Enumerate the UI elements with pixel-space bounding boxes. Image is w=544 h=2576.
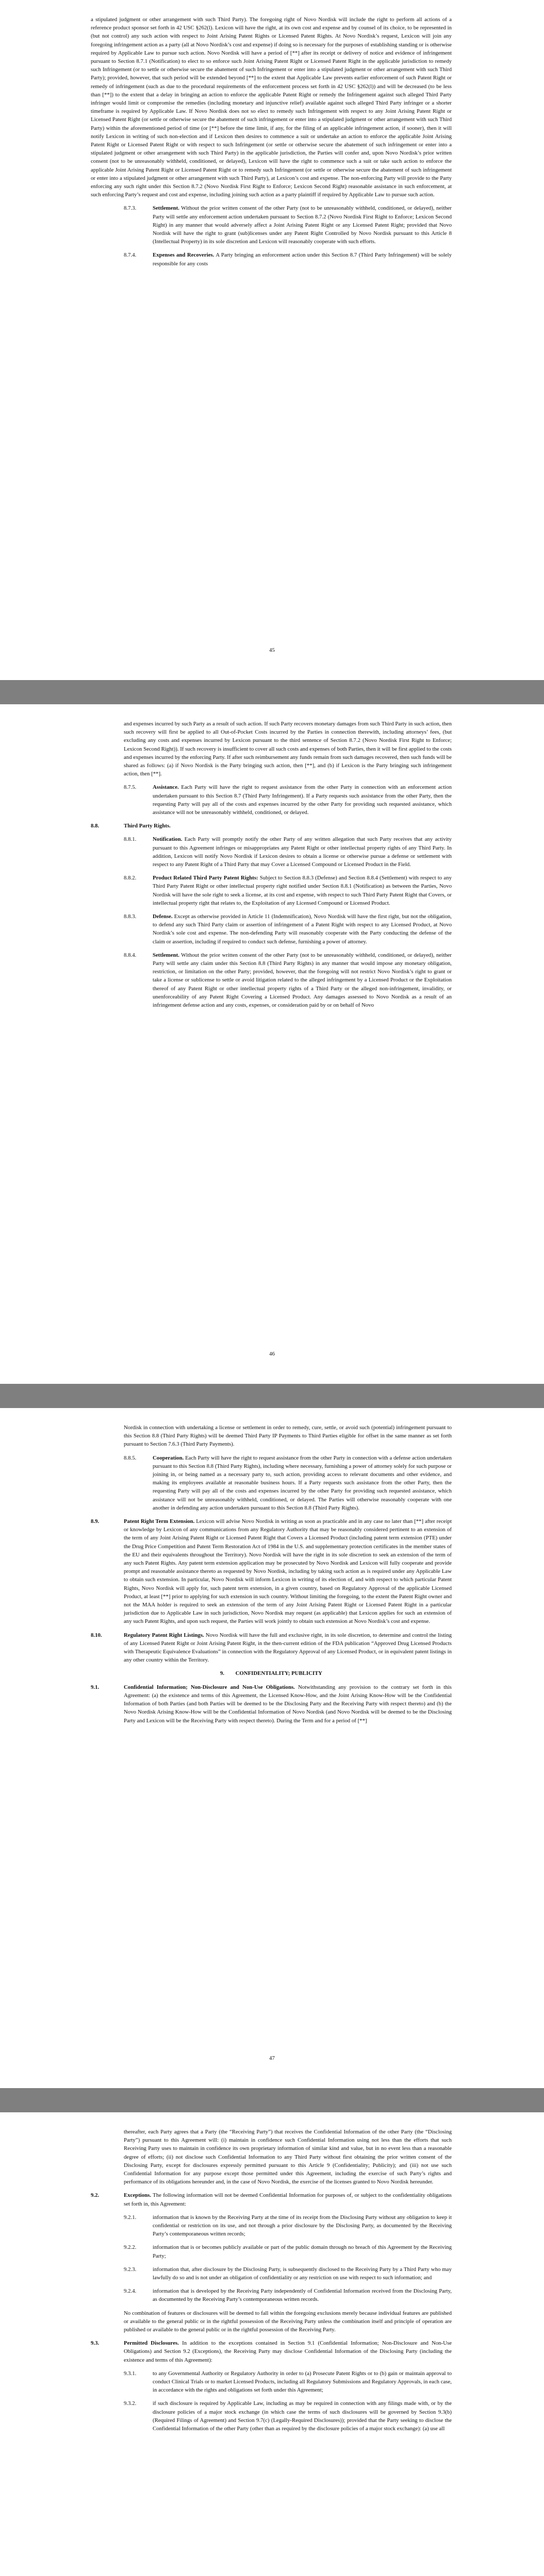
clause-number: 8.10.: [91, 1632, 102, 1638]
clause-title: Expenses and Recoveries.: [153, 252, 215, 259]
clause: [124, 2369, 452, 2395]
clause: [91, 1683, 452, 1725]
clause: [91, 1631, 452, 1665]
page-number: 46: [269, 1351, 275, 1357]
clause-title: Product Related Third Party Patent Rights:: [153, 875, 258, 882]
clause-number: 9.3.: [91, 2340, 100, 2347]
clause: [124, 2399, 452, 2433]
clause-number: 8.8.5.: [124, 1454, 137, 1461]
clause-body: [153, 835, 452, 869]
clause-title: Regulatory Patent Right Listings.: [124, 1632, 204, 1638]
clause: [124, 783, 452, 817]
page-content: [91, 1423, 452, 1730]
paragraph: No combination of features or disclosures will be deemed to fall within the foregoing exclusions merely because individual features are published or available to the general public or in the rightful possession of the Receiving Party unless the combination itself and principle of operation are published or available to the general public or in the rightful possession of the Receiving Party.: [124, 2310, 452, 2333]
clause-text: information that, after disclosure by the Disclosing Party, is subsequently disclosed to the Receiving Party by a Third Party who may lawfully do so and is not under an obligation of confidentiality or any restriction on use with respect to such information; and: [153, 2266, 452, 2281]
clause: [124, 251, 452, 267]
clause-body: [153, 251, 452, 267]
clause: [124, 204, 452, 246]
clause-number: 9.3.1.: [124, 2370, 137, 2377]
clause-title: Defense.: [153, 913, 173, 920]
page-content: [91, 15, 452, 273]
clause-body: [153, 2399, 452, 2433]
clause-text: A Party bringing an enforcement action under this Section 8.7 (Third Party Infringement) will be solely responsible for any costs: [153, 252, 452, 267]
clause-body: [153, 951, 452, 1009]
document-page-4: [0, 2112, 544, 2576]
clause: [91, 1517, 452, 1626]
clause-body: [153, 1454, 452, 1512]
clause-body: [153, 204, 452, 246]
clause-number: 8.8.2.: [124, 875, 137, 882]
clause-text: information that is or becomes publicly available or part of the public domain through no breach of this Agreement by the Receiving Party;: [153, 2244, 452, 2259]
clause-title: Third Party Rights.: [124, 823, 171, 829]
clause-number: 9.2.3.: [124, 2266, 137, 2273]
page-number: 45: [269, 647, 275, 653]
clause-title: Assistance.: [153, 784, 179, 791]
paragraph: and expenses incurred by such Party as a result of such action. If such Party recovers monetary damages from such Third Party in such action, then such recovery will first be applied to all Out-of-Pocket Costs incurred by the Parties in connection therewith, including attorneys’ fees, (but excluding any costs and expenses incurred by Lexicon pursuant to the third sentence of Section 8.7.2 (Novo Nordisk First Right to Enforce; Lexicon Second Right)). If such recovery is insufficient to cover all such costs and expenses of both Parties, then it will be first applied to the costs and expenses incurred by the enforcing Party. If after such reimbursement any funds remain from such damages recovered, then such funds will be shared as follows: (a) if Novo Nordisk is the Party bringing such action, then [**], and (b) if Lexicon is the Party bringing such infringement action, then [**].: [124, 721, 452, 777]
clause-body: [153, 2243, 452, 2260]
clause-text: information that is developed by the Receiving Party independently of Confidential Information received from the Disclosing Party, as documented by the Receiving Party’s contemporaneous written records.: [153, 2288, 452, 2303]
document-page-3: [0, 1408, 544, 2088]
clause-title: Settlement.: [153, 205, 179, 212]
clause-number: 9.1.: [91, 1684, 100, 1690]
clause-number: 8.8.: [91, 823, 100, 829]
clause: [91, 822, 452, 830]
clause-number: 9.2.: [91, 2192, 100, 2199]
clause-title: Confidential Information; Non-Disclosure and Non-Use Obligations.: [124, 1684, 295, 1690]
clause: [124, 2243, 452, 2260]
clause-text: if such disclosure is required by Applicable Law, including as may be required in connection with any filings made with, or by the disclosure policies of a major stock exchange (in which case the terms of such disclosures will be governed by Section 9.3(b) (Required Filings of Agreement) and Section 9.7(c) (Legally-Required Disclosures)); provided that the Party seeking to disclose the Confidential Information of the other Party (other than as required by the disclosure policies of a major stock exchange): (a) use all: [153, 2400, 452, 2432]
clause-body: [124, 822, 452, 830]
document-page-2: [0, 704, 544, 1384]
clause-number: 9.2.1.: [124, 2214, 137, 2221]
clause-title: Notification.: [153, 836, 183, 843]
clause-body: [124, 1517, 452, 1626]
page-number: 47: [269, 2055, 275, 2061]
clause-number: 8.8.3.: [124, 913, 137, 920]
clause-text: Each Party will promptly notify the other Party of any written allegation that such Party receives that any activity pursuant to this Agreement infringes or misappropriates any Patent Right or other intellectual property rights of any Third Party. In addition, Lexicon will notify Novo Nordisk if Lexicon desires to obtain a license or otherwise pursue a defense or settlement with respect to any Patent Right of a Third Party that may Cover a Licensed Compound or Licensed Product in the Field.: [153, 836, 452, 868]
clause-text: Each Party will have the right to request assistance from the other Party in connection with an enforcement action undertaken pursuant to this Section 8.7 (Third Party Infringement). If a Party requests such assistance from the other Party, then the requesting Party will pay all of the costs and expenses incurred by the other Party for providing such requested assistance, which assistance will not be unreasonably withheld, conditioned, or delayed.: [153, 784, 452, 816]
clause-title: Cooperation.: [153, 1454, 184, 1461]
paragraph: a stipulated judgment or other arrangement with such Third Party). The foregoing right of Novo Nordisk will include the right to perform all actions of a reference product sponsor set forth in 42 USC §262(l). Lexicon will have the right, at its own cost and expense and by counsel of its choice, to be represented in (but not control) any such action with respect to Joint Arising Patent Rights or Licensed Patent Rights. At Novo Nordisk’s request, Lexicon will join any foregoing infringement action as a party (all at Novo Nordisk’s cost and expense) if doing so is necessary for the purposes of establishing standing or is otherwise required by Applicable Law to pursue such action. Novo Nordisk will have a period of [**] after its receipt or delivery of notice and evidence of infringement pursuant to Section 8.7.1 (Notification) to elect to so enforce such Joint Arising Patent Right or Licensed Patent Right in the applicable jurisdiction to remedy such Infringement (or to settle or otherwise secure the abatement of such Infringement or enter into a stipulated judgment or other arrangement with such Third Party); provided, however, that such period will be extended beyond [**] to the extent that Applicable Law prevents earlier enforcement of such Patent Right or remedy of infringement (such as due to the procedural requirements of the enforcement process set forth in 42 USC §262(l)) and will be decreased (to be less than [**]) to the extent that a delay in bringing an action to enforce the applicable Patent Right or remedy the Infringement against such alleged Third Party infringer would limit or compromise the remedies (including monetary and injunctive relief) available against such alleged Third Party infringer or a shorter timeframe is required by Applicable Law. If Novo Nordisk does not so elect to remedy such Infringement with respect to any Joint Arising Patent Right or Licensed Patent Right (or settle or otherwise secure the abatement of such infringement or enter into a stipulated judgment or other arrangement with such Third Party) within the aforementioned period of time (or [**] before the time limit, if any, for the filing of an applicable infringement action, if sooner), then it will notify Lexicon in writing of such non-election and if Lexicon then desires to commence a suit or undertake an action to enforce the applicable Joint Arising Patent Right or Licensed Patent Right or with respect to such Infringement (or settle or otherwise secure the abatement of such infringement or enter into a stipulated judgment or other arrangement with such Third Party) in the applicable jurisdiction, the Parties will confer and, upon Novo Nordisk’s prior written consent (not to be unreasonably withheld, conditioned, or delayed), Lexicon will have the right to commence such a suit or take such action to enforce the applicable Joint Arising Patent Right or Licensed Patent Right or to remedy such Infringement (or settle or otherwise secure the abatement of such infringement or enter into a stipulated judgment or other arrangement with such Third Party), at Lexicon’s cost and expense. The non-enforcing Party will provide to the Party enforcing any such right under this Section 8.7.2 (Novo Nordisk First Right to Enforce; Lexicon Second Right) reasonable assistance in such enforcement, at such enforcing Party’s request and cost and expense, including joining such action as a party plaintiff if required by Applicable Law to pursue such action.: [91, 16, 452, 198]
clause-text: Each Party will have the right to request assistance from the other Party in connection with a defense action undertaken pursuant to this Section 8.8 (Third Party Rights), including where necessary, furnishing a power of attorney solely for such purpose or joining in, or being named as a necessary party to, such action, providing access to relevant documents and other evidence, and making its employees available at reasonable business hours. If a Party requests such assistance from the other Party, then the requesting Party will pay all of the costs and expenses incurred by the other Party for providing such requested assistance, which assistance will not be unreasonably withheld, conditioned, or delayed. The Parties will otherwise reasonably cooperate with one another in defending any action undertaken pursuant to this Section 8.8 (Third Party Rights).: [153, 1454, 452, 1511]
clause: [91, 2191, 452, 2208]
clause: [124, 1454, 452, 1512]
clause-text: Novo Nordisk will have the full and exclusive right, in its sole discretion, to determine and control the listing of any Licensed Patent Right or Joint Arising Patent Right, in the then-current edition of the FDA publication “Approved Drug Licensed Products with Therapeutic Equivalence Evaluations” in connection with the Regulatory Approval of any Licensed Product, or in equivalent patent listings in any other country within the Territory.: [124, 1632, 452, 1664]
clause: [124, 951, 452, 1009]
clause-title: Permitted Disclosures.: [124, 2340, 179, 2347]
clause: [124, 2287, 452, 2303]
clause-text: Notwithstanding any provision to the contrary set forth in this Agreement: (a) the existence and terms of this Agreement, the Licensed Know-How, and the Joint Arising Know-How will be the Confidential Information of both Parties (and both Parties will be deemed to be the Disclosing Party and the Receiving Party with respect thereto) and (b) the Novo Nordisk Arising Know-How will be the Confidential Information of Novo Nordisk (and Novo Nordisk will be deemed to be the Disclosing Party and Lexicon will be the Receiving Party with respect thereto). During the Term and for a period of [**]: [124, 1684, 452, 1724]
clause-body: [124, 2191, 452, 2208]
clause: [124, 874, 452, 907]
clause: [124, 2213, 452, 2239]
section-heading: 9. CONFIDENTIALITY; PUBLICITY: [220, 1670, 323, 1677]
clause-title: Exceptions.: [124, 2192, 152, 2199]
paragraph: Nordisk in connection with undertaking a license or settlement in order to remedy, cure, settle, or avoid such (potential) infringement pursuant to this Section 8.8 (Third Party Rights) will be deemed Third Party IP Payments to Third Parties eligible for offset in the same manner as set forth pursuant to Section 7.6.3 (Third Party Payments).: [124, 1425, 452, 1448]
clause-body: [153, 2265, 452, 2282]
page-content: [91, 2128, 452, 2438]
page-content: [91, 720, 452, 1014]
clause-body: [124, 1683, 452, 1725]
clause-body: [153, 783, 452, 817]
clause-body: [153, 2369, 452, 2395]
clause-text: In addition to the exceptions contained in Section 9.1 (Confidential Information; Non-Disclosure and Non-Use Obligations) and Section 9.2 (Exceptions), the Receiving Party may disclose Confidential Information of the Disclosing Party (including the existence and terms of this Agreement):: [124, 2340, 452, 2363]
clause-body: [124, 2339, 452, 2364]
clause-number: 8.8.1.: [124, 836, 137, 843]
clause-number: 8.8.4.: [124, 952, 137, 958]
clause-body: [153, 2287, 452, 2303]
clause-text: Except as otherwise provided in Article 11 (Indemnification), Novo Nordisk will have the first right, but not the obligation, to defend any such Third Party claim or assertion of infringement of a Patent Right with respect to any Licensed Product, at Novo Nordisk’s sole cost and expense. The non-defending Party will reasonably cooperate with the Party conducting the defense of the claim or assertion, including if required to conduct such defense, furnishing a power of attorney.: [153, 913, 452, 945]
clause-body: [153, 912, 452, 946]
clause-text: Subject to Section 8.8.3 (Defense) and Section 8.8.4 (Settlement) with respect to any Third Party Patent Right or other intellectual property right notified under Section 8.8.1 (Notification) as between the Parties, Novo Nordisk will have the sole right to seek a license, at its cost and expense, with respect to such Third Party Patent Right that Covers, or intellectual property right that relates to, the Exploitation of any Licensed Compound or Licensed Product.: [153, 875, 452, 906]
clause-body: [153, 2213, 452, 2239]
clause-number: 9.2.4.: [124, 2288, 137, 2295]
document-page-1: [0, 0, 544, 680]
paragraph: thereafter, each Party agrees that a Party (the “Receiving Party”) that receives the Confidential Information of the other Party (the “Disclosing Party”) pursuant to this Agreement will: (i) maintain in confidence such Confidential Information using not less than the efforts that such Receiving Party uses to maintain in confidence its own proprietary information of similar kind and value, but in no event less than a reasonable degree of efforts; (ii) not disclose such Confidential Information to any Third Party without first obtaining the prior written consent of the Disclosing Party, except for disclosures expressly permitted pursuant to this Article 9 (Confidentiality; Publicity); and (iii) not use such Confidential Information for any purpose except those permitted under this Agreement, including the exercise of such Party’s rights and performance of its obligations hereunder and, in the case of Novo Nordisk, the exercise of the licenses granted to Novo Nordisk hereunder.: [124, 2129, 452, 2185]
clause-number: 8.7.3.: [124, 205, 137, 212]
clause-number: 9.2.2.: [124, 2244, 137, 2251]
clause-body: [153, 874, 452, 907]
clause-number: 8.7.5.: [124, 784, 137, 791]
clause-text: Without the prior written consent of the other Party (not to be unreasonably withheld, conditioned, or delayed), neither Party will settle any claim under this Section 8.8 (Third Party Rights) in any manner that would impose any monetary obligation, restriction, or limitation on the other Party; provided, however, that the foregoing will not restrict Novo Nordisk’s right to grant or take a license or sublicense to settle or avoid litigation related to the alleged infringement by a Licensed Product or the Exploitation thereof of any Patent Right or other intellectual property rights of a Third Party or the alleged non-infringement, invalidity, or unenforceability of any Patent Right Covering a Licensed Product. Any damages assessed to Novo Nordisk as a result of an infringement defense action and any costs, expenses, or consideration paid by or on behalf of Novo: [153, 952, 452, 1009]
clause: [124, 2265, 452, 2282]
clause-text: to any Governmental Authority or Regulatory Authority in order to (a) Prosecute Patent Rights or to (b) gain or maintain approval to conduct Clinical Trials or to market Licensed Products, including all Regulatory Submissions and Regulatory Approvals, in each case, in accordance with the rights and obligations set forth under this Agreement;: [153, 2370, 452, 2394]
clause-text: Lexicon will advise Novo Nordisk in writing as soon as practicable and in any case no later than [**] after receipt or knowledge by Lexicon of any communications from any Regulatory Authority that may be reasonably considered pertinent to an extension of the term of any Joint Arising Patent Right or Licensed Patent Right that Covers a Licensed Product (including patent term extension (PTE) under the Drug Price Competition and Patent Term Restoration Act of 1984 in the U.S. and supplementary protection certificates in the member states of the EU and their equivalents throughout the Territory). Novo Nordisk will have the right in its sole discretion to seek an extension of the term of any such Patent Rights. Any patent term extension application may be prosecuted by Novo Nordisk and Lexicon will fully cooperate and provide prompt and reasonable assistance thereto as requested by Novo Nordisk, including by taking such action as is required under any Applicable Law to obtain such extension. In particular, Novo Nordisk will inform Lexicon in writing of its election of, and with respect to which particular Patent Rights, Novo Nordisk will apply for, such patent term extension, in a given country, based on Regulatory Approval of the applicable Licensed Product, at least [**] prior to applying for such extension in such country. Without limiting the foregoing, to the extent the Patent Right owner and not the MAA holder is required to seek an extension of the term of any Joint Arising Patent Right or Licensed Patent Right in a particular jurisdiction due to Applicable Law in such jurisdiction, Novo Nordisk may request (as applicable) that Lexicon applies for such an extension of any such Patent Rights, and upon such request, the Parties will work jointly to obtain such extension at Novo Nordisk’s cost and expense.: [124, 1518, 452, 1625]
clause: [91, 2339, 452, 2364]
clause-title: Patent Right Term Extension.: [124, 1518, 195, 1525]
clause: [124, 835, 452, 869]
clause-number: 8.7.4.: [124, 252, 137, 259]
clause-number: 9.3.2.: [124, 2400, 137, 2407]
clause-body: [124, 1631, 452, 1665]
clause: [124, 912, 452, 946]
clause-number: 8.9.: [91, 1518, 100, 1525]
clause-title: Settlement.: [153, 952, 179, 958]
clause-text: Without the prior written consent of the other Party (not to be unreasonably withheld, conditioned, or delayed), neither Party will settle any enforcement action undertaken pursuant to Section 8.7.2 (Novo Nordisk First Right to Enforce; Lexicon Second Right) in any manner that would adversely affect a Joint Arising Patent Right or any Licensed Patent Right; provided that Novo Nordisk will have the right to grant (sub)licenses under any Patent Right Controlled by Novo Nordisk pursuant to this Article 8 (Intellectual Property) in its sole discretion and Lexicon will reasonably cooperate with such efforts.: [153, 205, 452, 245]
clause-text: The following information will not be deemed Confidential Information for purposes of, or subject to the confidentiality obligations set forth in, this Agreement:: [124, 2192, 452, 2207]
clause-text: information that is known by the Receiving Party at the time of its receipt from the Disclosing Party without any obligation to keep it confidential or restriction on its use, and not through a prior disclosure by the Disclosing Party, as documented by the Receiving Party’s contemporaneous written records;: [153, 2214, 452, 2238]
